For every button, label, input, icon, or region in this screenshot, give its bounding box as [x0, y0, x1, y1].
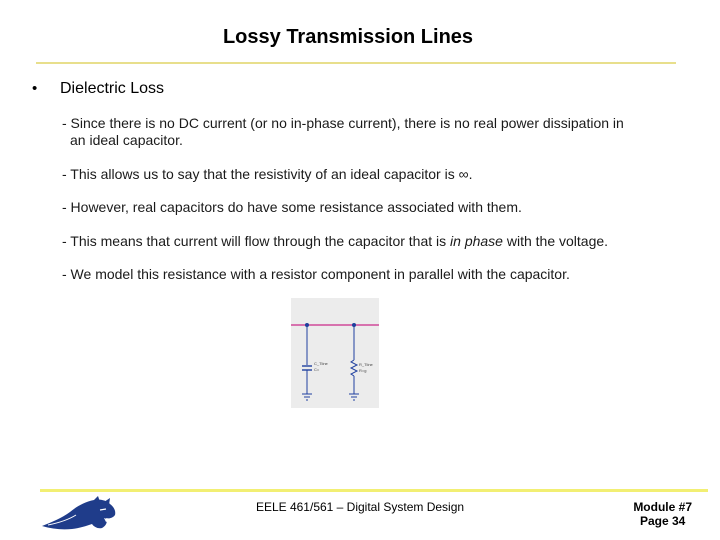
paragraph-1: [62, 115, 624, 149]
resistor-branch: [349, 323, 374, 400]
bullet-marker: •: [32, 80, 38, 97]
bullet-heading: Dielectric Loss: [60, 80, 165, 97]
paragraph-5: - We model this resistance with a resistor component in parallel with the capacitor.: [62, 266, 570, 282]
paragraph-1-line1: - Since there is no DC current (or no in-phase current), there is no real power dissipation in: [62, 115, 624, 131]
paragraph-1-line2: an ideal capacitor.: [70, 132, 183, 148]
title-divider: [36, 62, 676, 64]
circuit-schematic: [291, 298, 379, 408]
resistor-label: R_Tline: [359, 362, 373, 367]
module-info: [633, 500, 692, 528]
paragraph-2-end: .: [468, 166, 473, 182]
slide-title: Lossy Transmission Lines: [222, 26, 474, 48]
page-number: Page 34: [639, 514, 686, 528]
footer-divider: [40, 489, 708, 492]
paragraph-4: [62, 233, 608, 250]
paragraph-4-end: with the voltage.: [502, 233, 609, 249]
paragraph-4-text: - This means that current will flow through the capacitor that is: [62, 233, 451, 249]
paragraph-4-emphasis: in phase: [450, 233, 503, 249]
capacitor-value: C=: [314, 367, 320, 372]
infinity-symbol: ∞: [458, 166, 469, 182]
circuit-diagram: [291, 298, 379, 408]
paragraph-3: - However, real capacitors do have some resistance associated with them.: [62, 199, 522, 215]
paragraph-2: [62, 166, 472, 183]
module-number: Module #7: [633, 500, 692, 514]
course-footer: EELE 461/561 – Digital System Design: [255, 500, 465, 514]
paragraph-2-text: - This allows us to say that the resistivity of an ideal capacitor is: [62, 166, 459, 182]
capacitor-branch: [302, 323, 329, 400]
capacitor-label: C_Tline: [314, 361, 328, 366]
resistor-value: R=g: [359, 368, 367, 373]
